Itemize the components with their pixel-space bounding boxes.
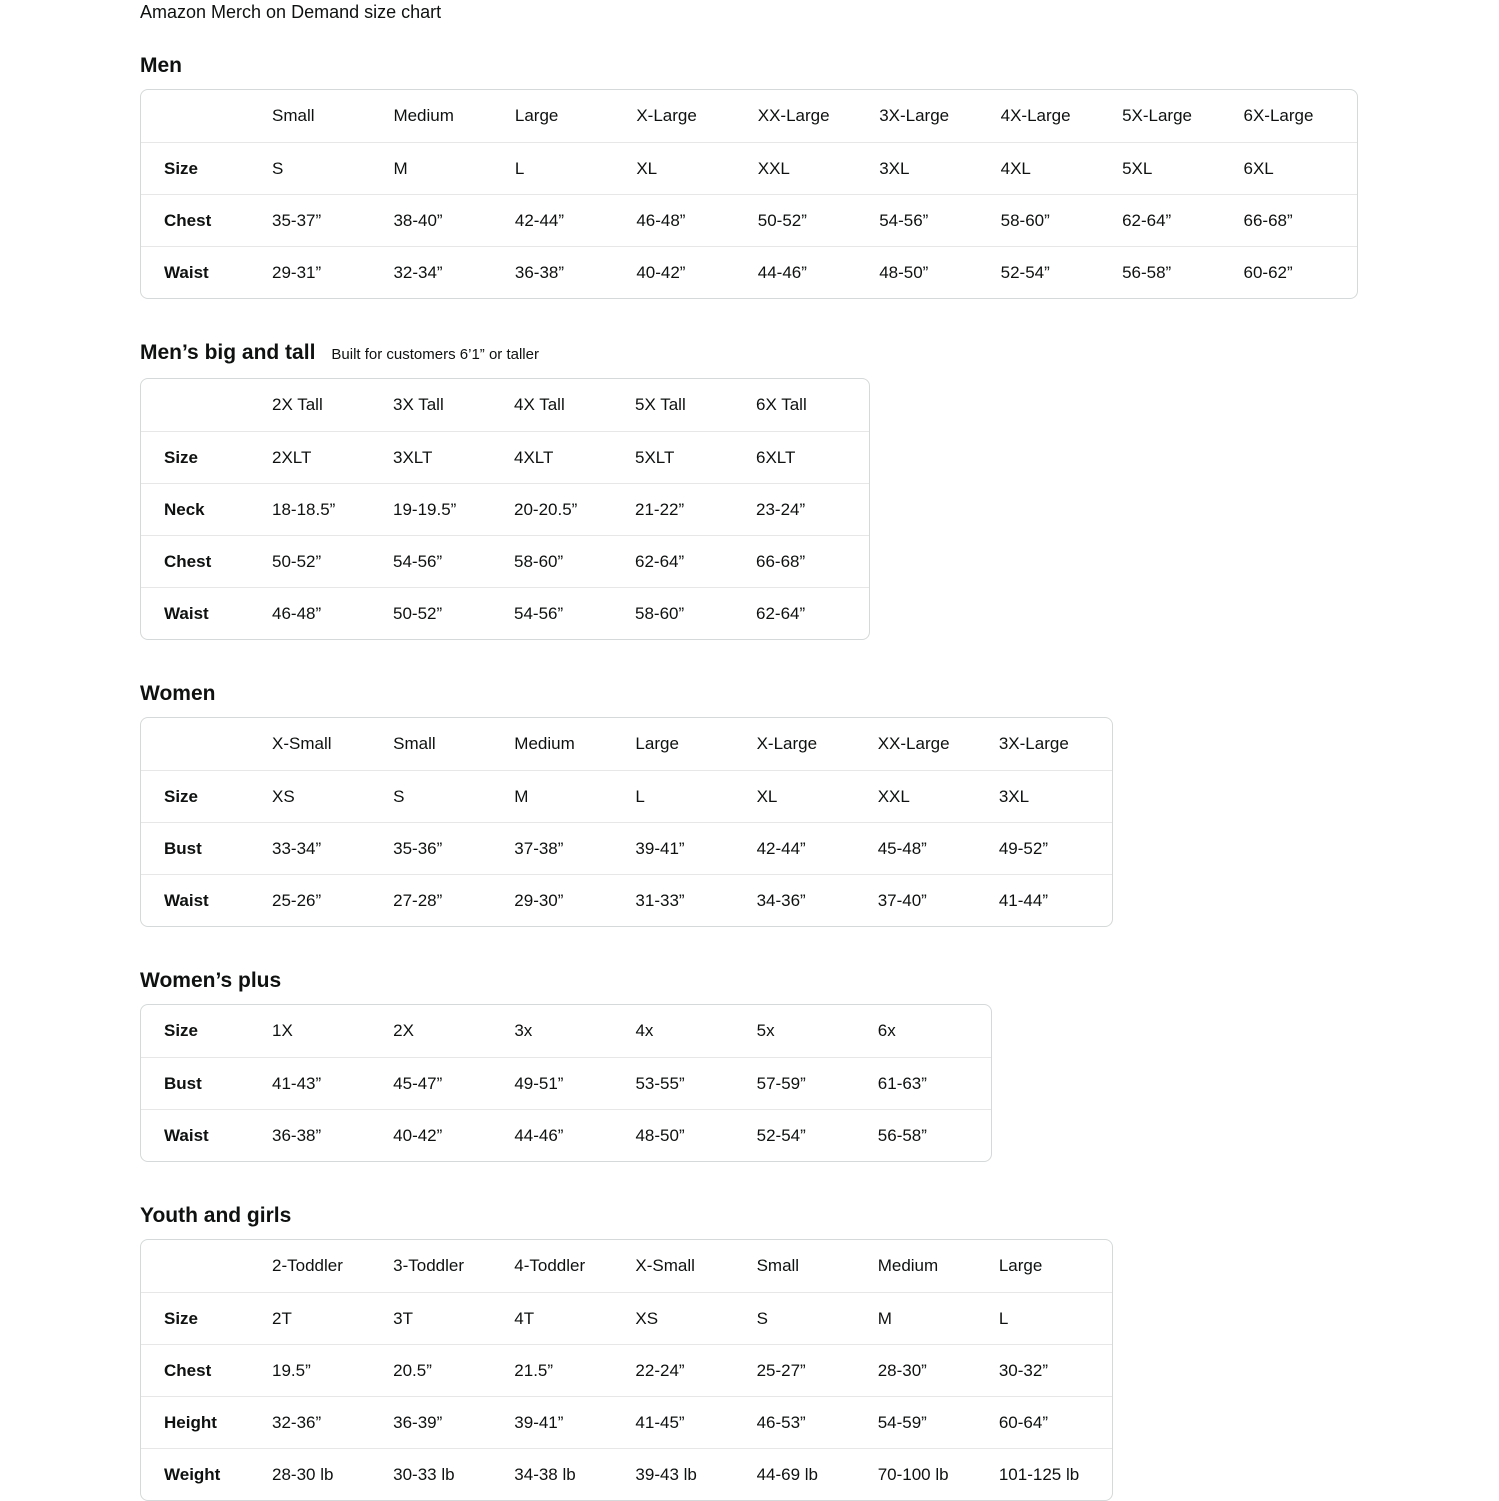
- table-row: [141, 1396, 1112, 1448]
- table-cell: 6x: [877, 1021, 896, 1040]
- table-cell: 41-43”: [264, 1057, 385, 1109]
- table-cell: 42-44”: [749, 822, 870, 874]
- table-cell: 37-38”: [506, 822, 627, 874]
- table-cell: XS: [264, 770, 385, 822]
- column-header: 3-Toddler: [393, 1256, 465, 1275]
- table-cell: L: [627, 770, 748, 822]
- table-row: [141, 1344, 1112, 1396]
- size-table-womens_plus: [140, 1004, 992, 1162]
- size-table-men_big_tall: [140, 378, 870, 640]
- table-cell: 5x: [756, 1021, 775, 1040]
- row-label: Waist: [141, 874, 264, 926]
- table-cell: 4T: [506, 1292, 627, 1344]
- table-cell: 19.5”: [264, 1344, 385, 1396]
- table-cell: 62-64”: [1114, 194, 1235, 246]
- section-heading-text: Women’s plus: [140, 969, 282, 992]
- row-label: Height: [141, 1396, 264, 1448]
- table-cell: 35-36”: [385, 822, 506, 874]
- table-cell: S: [749, 1292, 870, 1344]
- table-cell: 30-33 lb: [385, 1448, 506, 1500]
- table-cell: 49-52”: [991, 822, 1112, 874]
- size-table-youth_girls: [140, 1239, 1113, 1501]
- table-row: [141, 246, 1357, 298]
- table-cell: 61-63”: [870, 1057, 991, 1109]
- table-cell: 58-60”: [627, 587, 748, 639]
- column-header: 4X-Large: [1000, 106, 1071, 125]
- header-empty-cell: [141, 718, 264, 770]
- row-label: Weight: [141, 1448, 264, 1500]
- table-cell: 57-59”: [749, 1057, 870, 1109]
- column-header: 5X-Large: [1122, 106, 1192, 125]
- table-cell: 58-60”: [506, 535, 627, 587]
- table-cell: 56-58”: [1114, 246, 1235, 298]
- table-cell: 46-48”: [628, 194, 749, 246]
- table-cell: 41-45”: [627, 1396, 748, 1448]
- row-label: Size: [164, 1021, 199, 1040]
- table-cell: 36-38”: [264, 1109, 385, 1161]
- column-header: Medium: [514, 734, 575, 753]
- table-cell: 54-56”: [385, 535, 506, 587]
- table-cell: 33-34”: [264, 822, 385, 874]
- table-cell: 25-26”: [264, 874, 385, 926]
- section-heading-men_big_tall: [140, 339, 1499, 369]
- table-cell: 28-30”: [870, 1344, 991, 1396]
- table-cell: 3XL: [871, 142, 992, 194]
- column-header: Large: [998, 1256, 1043, 1275]
- column-header: Small: [756, 1256, 800, 1275]
- table-header-row: [141, 90, 1357, 142]
- table-cell: 34-36”: [749, 874, 870, 926]
- row-label: Waist: [141, 587, 264, 639]
- table-cell: 101-125 lb: [991, 1448, 1112, 1500]
- row-label: Size: [141, 770, 264, 822]
- table-cell: M: [870, 1292, 991, 1344]
- table-cell: 19-19.5”: [385, 483, 506, 535]
- table-row: [141, 483, 869, 535]
- table-cell: 35-37”: [264, 194, 385, 246]
- table-cell: 45-48”: [870, 822, 991, 874]
- column-header: 5X Tall: [635, 395, 686, 414]
- column-header: 6X-Large: [1243, 106, 1314, 125]
- table-cell: 20.5”: [385, 1344, 506, 1396]
- column-header: Small: [272, 106, 315, 125]
- table-cell: L: [991, 1292, 1112, 1344]
- section-heading-text: Women: [140, 682, 216, 705]
- table-row: [141, 431, 869, 483]
- column-header: Large: [635, 734, 679, 753]
- table-row: [141, 822, 1112, 874]
- table-cell: 44-46”: [750, 246, 871, 298]
- column-header: 3X-Large: [998, 734, 1069, 753]
- table-cell: 62-64”: [748, 587, 869, 639]
- header-empty-cell: [141, 90, 264, 142]
- table-cell: XS: [627, 1292, 748, 1344]
- table-cell: 39-41”: [627, 822, 748, 874]
- table-cell: 22-24”: [627, 1344, 748, 1396]
- section-heading-women: [140, 680, 1499, 708]
- table-header-row: [141, 379, 869, 431]
- row-label: Size: [141, 1292, 264, 1344]
- column-header: XX-Large: [757, 106, 830, 125]
- table-cell: 52-54”: [749, 1109, 870, 1161]
- table-cell: M: [385, 142, 506, 194]
- row-label: Size: [141, 142, 264, 194]
- row-label: Chest: [141, 194, 264, 246]
- column-header: XX-Large: [877, 734, 950, 753]
- section-heading-men: [140, 52, 1499, 80]
- table-cell: 58-60”: [993, 194, 1114, 246]
- section-heading-text: Youth and girls: [140, 1204, 292, 1227]
- size-table-men: [140, 89, 1358, 299]
- table-cell: 66-68”: [1236, 194, 1358, 246]
- table-row: [141, 1109, 991, 1161]
- table-cell: 3XL: [991, 770, 1112, 822]
- table-cell: 41-44”: [991, 874, 1112, 926]
- table-header-row: [141, 718, 1112, 770]
- table-cell: 44-69 lb: [749, 1448, 870, 1500]
- table-cell: 36-38”: [507, 246, 628, 298]
- table-cell: 32-34”: [385, 246, 506, 298]
- table-row: [141, 1292, 1112, 1344]
- table-cell: 4XL: [993, 142, 1114, 194]
- table-cell: 3XLT: [385, 431, 506, 483]
- column-header: 4-Toddler: [514, 1256, 586, 1275]
- table-cell: 32-36”: [264, 1396, 385, 1448]
- column-header: 3X Tall: [393, 395, 444, 414]
- table-cell: 52-54”: [993, 246, 1114, 298]
- column-header: 4X Tall: [514, 395, 565, 414]
- table-cell: 50-52”: [264, 535, 385, 587]
- table-cell: M: [506, 770, 627, 822]
- section-youth_girls: [140, 1202, 1499, 1501]
- table-cell: XXL: [750, 142, 871, 194]
- table-cell: 46-53”: [749, 1396, 870, 1448]
- table-row: [141, 1005, 991, 1057]
- table-cell: 6XL: [1236, 142, 1358, 194]
- section-heading-text: Men’s big and tall: [140, 341, 316, 364]
- row-label: Chest: [141, 535, 264, 587]
- table-cell: 70-100 lb: [870, 1448, 991, 1500]
- section-women: [140, 680, 1499, 927]
- table-cell: 50-52”: [750, 194, 871, 246]
- table-cell: 62-64”: [627, 535, 748, 587]
- table-cell: XXL: [870, 770, 991, 822]
- table-cell: 37-40”: [870, 874, 991, 926]
- row-label: Bust: [141, 1057, 264, 1109]
- column-header: X-Large: [636, 106, 697, 125]
- table-cell: 29-31”: [264, 246, 385, 298]
- section-womens_plus: [140, 967, 1499, 1162]
- table-row: [141, 1448, 1112, 1500]
- table-cell: 23-24”: [748, 483, 869, 535]
- table-cell: 1X: [272, 1021, 293, 1040]
- table-cell: L: [507, 142, 628, 194]
- column-header: 6X Tall: [756, 395, 807, 414]
- table-cell: 46-48”: [264, 587, 385, 639]
- column-header: Small: [393, 734, 436, 753]
- table-cell: 2XLT: [264, 431, 385, 483]
- column-header: Large: [514, 106, 559, 125]
- table-cell: 5XL: [1114, 142, 1235, 194]
- table-cell: 53-55”: [627, 1057, 748, 1109]
- size-chart-sections: [140, 52, 1499, 1501]
- size-table-women: [140, 717, 1113, 927]
- column-header: X-Large: [756, 734, 818, 753]
- section-men: [140, 52, 1499, 299]
- section-men_big_tall: [140, 339, 1499, 640]
- table-cell: 27-28”: [385, 874, 506, 926]
- table-cell: 60-62”: [1236, 246, 1358, 298]
- row-label: Bust: [141, 822, 264, 874]
- table-cell: 4x: [635, 1021, 654, 1040]
- table-cell: 3x: [514, 1021, 533, 1040]
- table-cell: 6XLT: [748, 431, 869, 483]
- row-label: Chest: [141, 1344, 264, 1396]
- table-row: [141, 587, 869, 639]
- table-cell: 54-56”: [506, 587, 627, 639]
- table-cell: 56-58”: [870, 1109, 991, 1161]
- table-cell: 25-27”: [749, 1344, 870, 1396]
- column-header: Medium: [877, 1256, 939, 1275]
- header-empty-cell: [141, 1240, 264, 1292]
- row-label: Neck: [141, 483, 264, 535]
- table-cell: 49-51”: [506, 1057, 627, 1109]
- section-heading-youth_girls: [140, 1202, 1499, 1230]
- table-cell: 18-18.5”: [264, 483, 385, 535]
- table-row: [141, 1057, 991, 1109]
- table-cell: 21.5”: [506, 1344, 627, 1396]
- table-cell: 31-33”: [627, 874, 748, 926]
- table-cell: 60-64”: [991, 1396, 1112, 1448]
- table-row: [141, 194, 1357, 246]
- table-cell: 5XLT: [627, 431, 748, 483]
- table-cell: 30-32”: [991, 1344, 1112, 1396]
- row-label: Waist: [141, 246, 264, 298]
- table-cell: S: [264, 142, 385, 194]
- table-cell: 54-59”: [870, 1396, 991, 1448]
- table-cell: 34-38 lb: [506, 1448, 627, 1500]
- table-cell: 39-43 lb: [627, 1448, 748, 1500]
- column-header: 2-Toddler: [272, 1256, 343, 1275]
- table-cell: 20-20.5”: [506, 483, 627, 535]
- table-cell: 29-30”: [506, 874, 627, 926]
- table-cell: 21-22”: [627, 483, 748, 535]
- table-cell: S: [385, 770, 506, 822]
- table-cell: 40-42”: [628, 246, 749, 298]
- column-header: Medium: [393, 106, 454, 125]
- table-cell: 66-68”: [748, 535, 869, 587]
- table-cell: XL: [749, 770, 870, 822]
- row-label: Waist: [141, 1109, 264, 1161]
- table-cell: 54-56”: [871, 194, 992, 246]
- table-cell: 45-47”: [385, 1057, 506, 1109]
- table-cell: 44-46”: [506, 1109, 627, 1161]
- table-row: [141, 770, 1112, 822]
- section-heading-womens_plus: [140, 967, 1499, 995]
- table-cell: 40-42”: [385, 1109, 506, 1161]
- section-heading-text: Men: [140, 54, 182, 77]
- table-cell: 2T: [264, 1292, 385, 1344]
- table-cell: 3T: [385, 1292, 506, 1344]
- table-cell: 28-30 lb: [264, 1448, 385, 1500]
- table-header-row: [141, 1240, 1112, 1292]
- header-empty-cell: [141, 379, 264, 431]
- table-row: [141, 535, 869, 587]
- column-header: 3X-Large: [879, 106, 950, 125]
- section-subtitle: Built for customers 6’1” or taller: [331, 346, 539, 363]
- table-cell: 39-41”: [506, 1396, 627, 1448]
- table-cell: XL: [628, 142, 749, 194]
- table-cell: 2X: [393, 1021, 414, 1040]
- table-cell: 48-50”: [871, 246, 992, 298]
- table-row: [141, 142, 1357, 194]
- page-title: Amazon Merch on Demand size chart: [140, 2, 442, 22]
- table-cell: 48-50”: [627, 1109, 748, 1161]
- table-row: [141, 874, 1112, 926]
- table-cell: 50-52”: [385, 587, 506, 639]
- table-cell: 36-39”: [385, 1396, 506, 1448]
- table-cell: 42-44”: [507, 194, 628, 246]
- table-cell: 4XLT: [506, 431, 627, 483]
- column-header: X-Small: [635, 1256, 695, 1275]
- column-header: X-Small: [272, 734, 332, 753]
- table-cell: 38-40”: [385, 194, 506, 246]
- column-header: 2X Tall: [272, 395, 323, 414]
- row-label: Size: [141, 431, 264, 483]
